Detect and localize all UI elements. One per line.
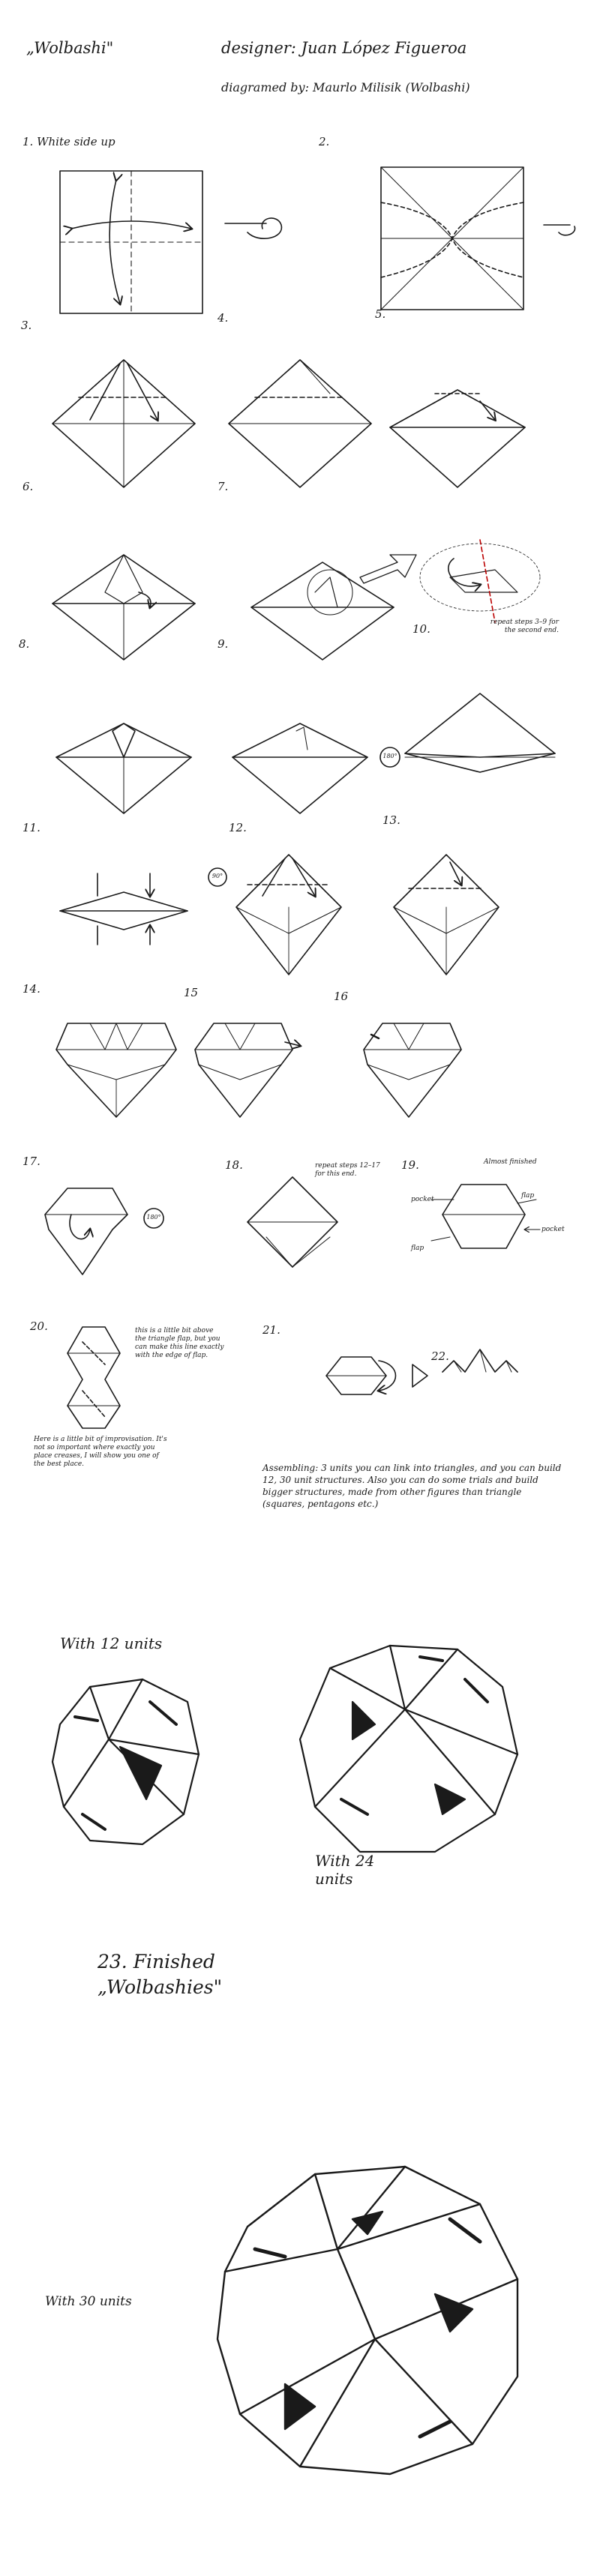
rotate-180-badge: 180° (146, 1214, 161, 1221)
step-label: 8. (19, 637, 30, 651)
step-label: 16 (334, 990, 349, 1003)
rotate-180-badge: 180° (382, 753, 398, 759)
step-label: 9. (218, 637, 229, 651)
step-5-drawing (390, 390, 525, 487)
step-label: 11. (22, 821, 40, 834)
step-label: 19. (401, 1158, 419, 1172)
step-18-drawing (248, 1177, 338, 1267)
step-2-drawing (381, 167, 575, 310)
caption-24-units: With 24 units (315, 1852, 375, 1888)
step-3-drawing (52, 360, 195, 487)
step-label: 6. (22, 480, 34, 493)
step-6-drawing (52, 555, 195, 660)
step-label: 3. (21, 319, 32, 332)
step-label: 20. (30, 1319, 48, 1333)
note-step10: repeat steps 3–9 for the second end. (490, 619, 559, 634)
model-30-units (218, 2167, 518, 2474)
step-15-drawing (195, 1023, 300, 1117)
note-step19: Almost finished (484, 1158, 537, 1166)
step-label: 14. (22, 982, 40, 996)
step-label: 17. (22, 1155, 40, 1168)
step-label: 1. White side up (22, 135, 116, 148)
step-20-drawing (68, 1327, 120, 1428)
step-10-drawing (405, 693, 555, 772)
assembling-note: Assembling: 3 units you can link into triangles, and you can build 12, 30 unit structures. Also you can do some trials and build bigger structures, made from other figures than triangle (squares, pentagons etc.) (262, 1463, 562, 1509)
note-step20-b: Here is a little bit of improvisation. It's not so important where exactly you place creases, I will show you one of the best place. (34, 1436, 167, 1468)
step-22-drawing (442, 1349, 518, 1372)
step-label: 21. (262, 1323, 280, 1337)
step-21-drawing (326, 1357, 428, 1394)
step-label: 5. (375, 307, 386, 321)
step-label: 10. (412, 622, 430, 636)
step-label: 4. (218, 311, 229, 325)
model-12-units (52, 1679, 199, 1844)
note-step18: repeat steps 12–17 for this end. (315, 1162, 380, 1178)
step-label: 12. (229, 821, 247, 834)
caption-30-units: With 30 units (45, 2294, 132, 2309)
step-14-drawing (56, 1023, 176, 1117)
label-pocket: pocket (542, 1226, 565, 1233)
step-17-drawing (45, 1188, 164, 1275)
label-flap: flap (521, 1192, 535, 1200)
step-8-drawing (56, 723, 191, 813)
step-label: 22. (431, 1349, 449, 1363)
finished-title: 23. Finished „Wolbashies" (98, 1951, 223, 1998)
rotate-90-badge: 90° (212, 873, 224, 879)
step-13-drawing (394, 855, 499, 975)
designer-credit: designer: Juan López Figueroa (221, 39, 467, 57)
step-label: 2. (319, 135, 330, 148)
model-24-units (300, 1646, 518, 1852)
step-16-drawing (364, 1023, 461, 1117)
step-4-drawing (229, 360, 371, 487)
note-step20-a: this is a little bit above the triangle flap, but you can make this line exactly with the edge of flap. (135, 1327, 224, 1359)
step-7-drawing (251, 540, 540, 660)
step-1-drawing (60, 171, 281, 313)
label-pocket: pocket (411, 1196, 434, 1203)
model-name: „Wolbashi" (26, 39, 114, 57)
step-label: 15 (184, 986, 199, 999)
caption-12-units: With 12 units (60, 1634, 163, 1652)
step-9-drawing (232, 723, 400, 813)
step-label: 7. (218, 480, 229, 493)
step-12-drawing (236, 855, 341, 975)
diagrammer-credit: diagramed by: Maurlo Milisik (Wolbashi) (221, 80, 470, 94)
label-flap: flap (411, 1245, 424, 1252)
step-label: 13. (382, 813, 400, 827)
step-label: 18. (225, 1158, 243, 1172)
step-11-drawing (60, 868, 226, 945)
